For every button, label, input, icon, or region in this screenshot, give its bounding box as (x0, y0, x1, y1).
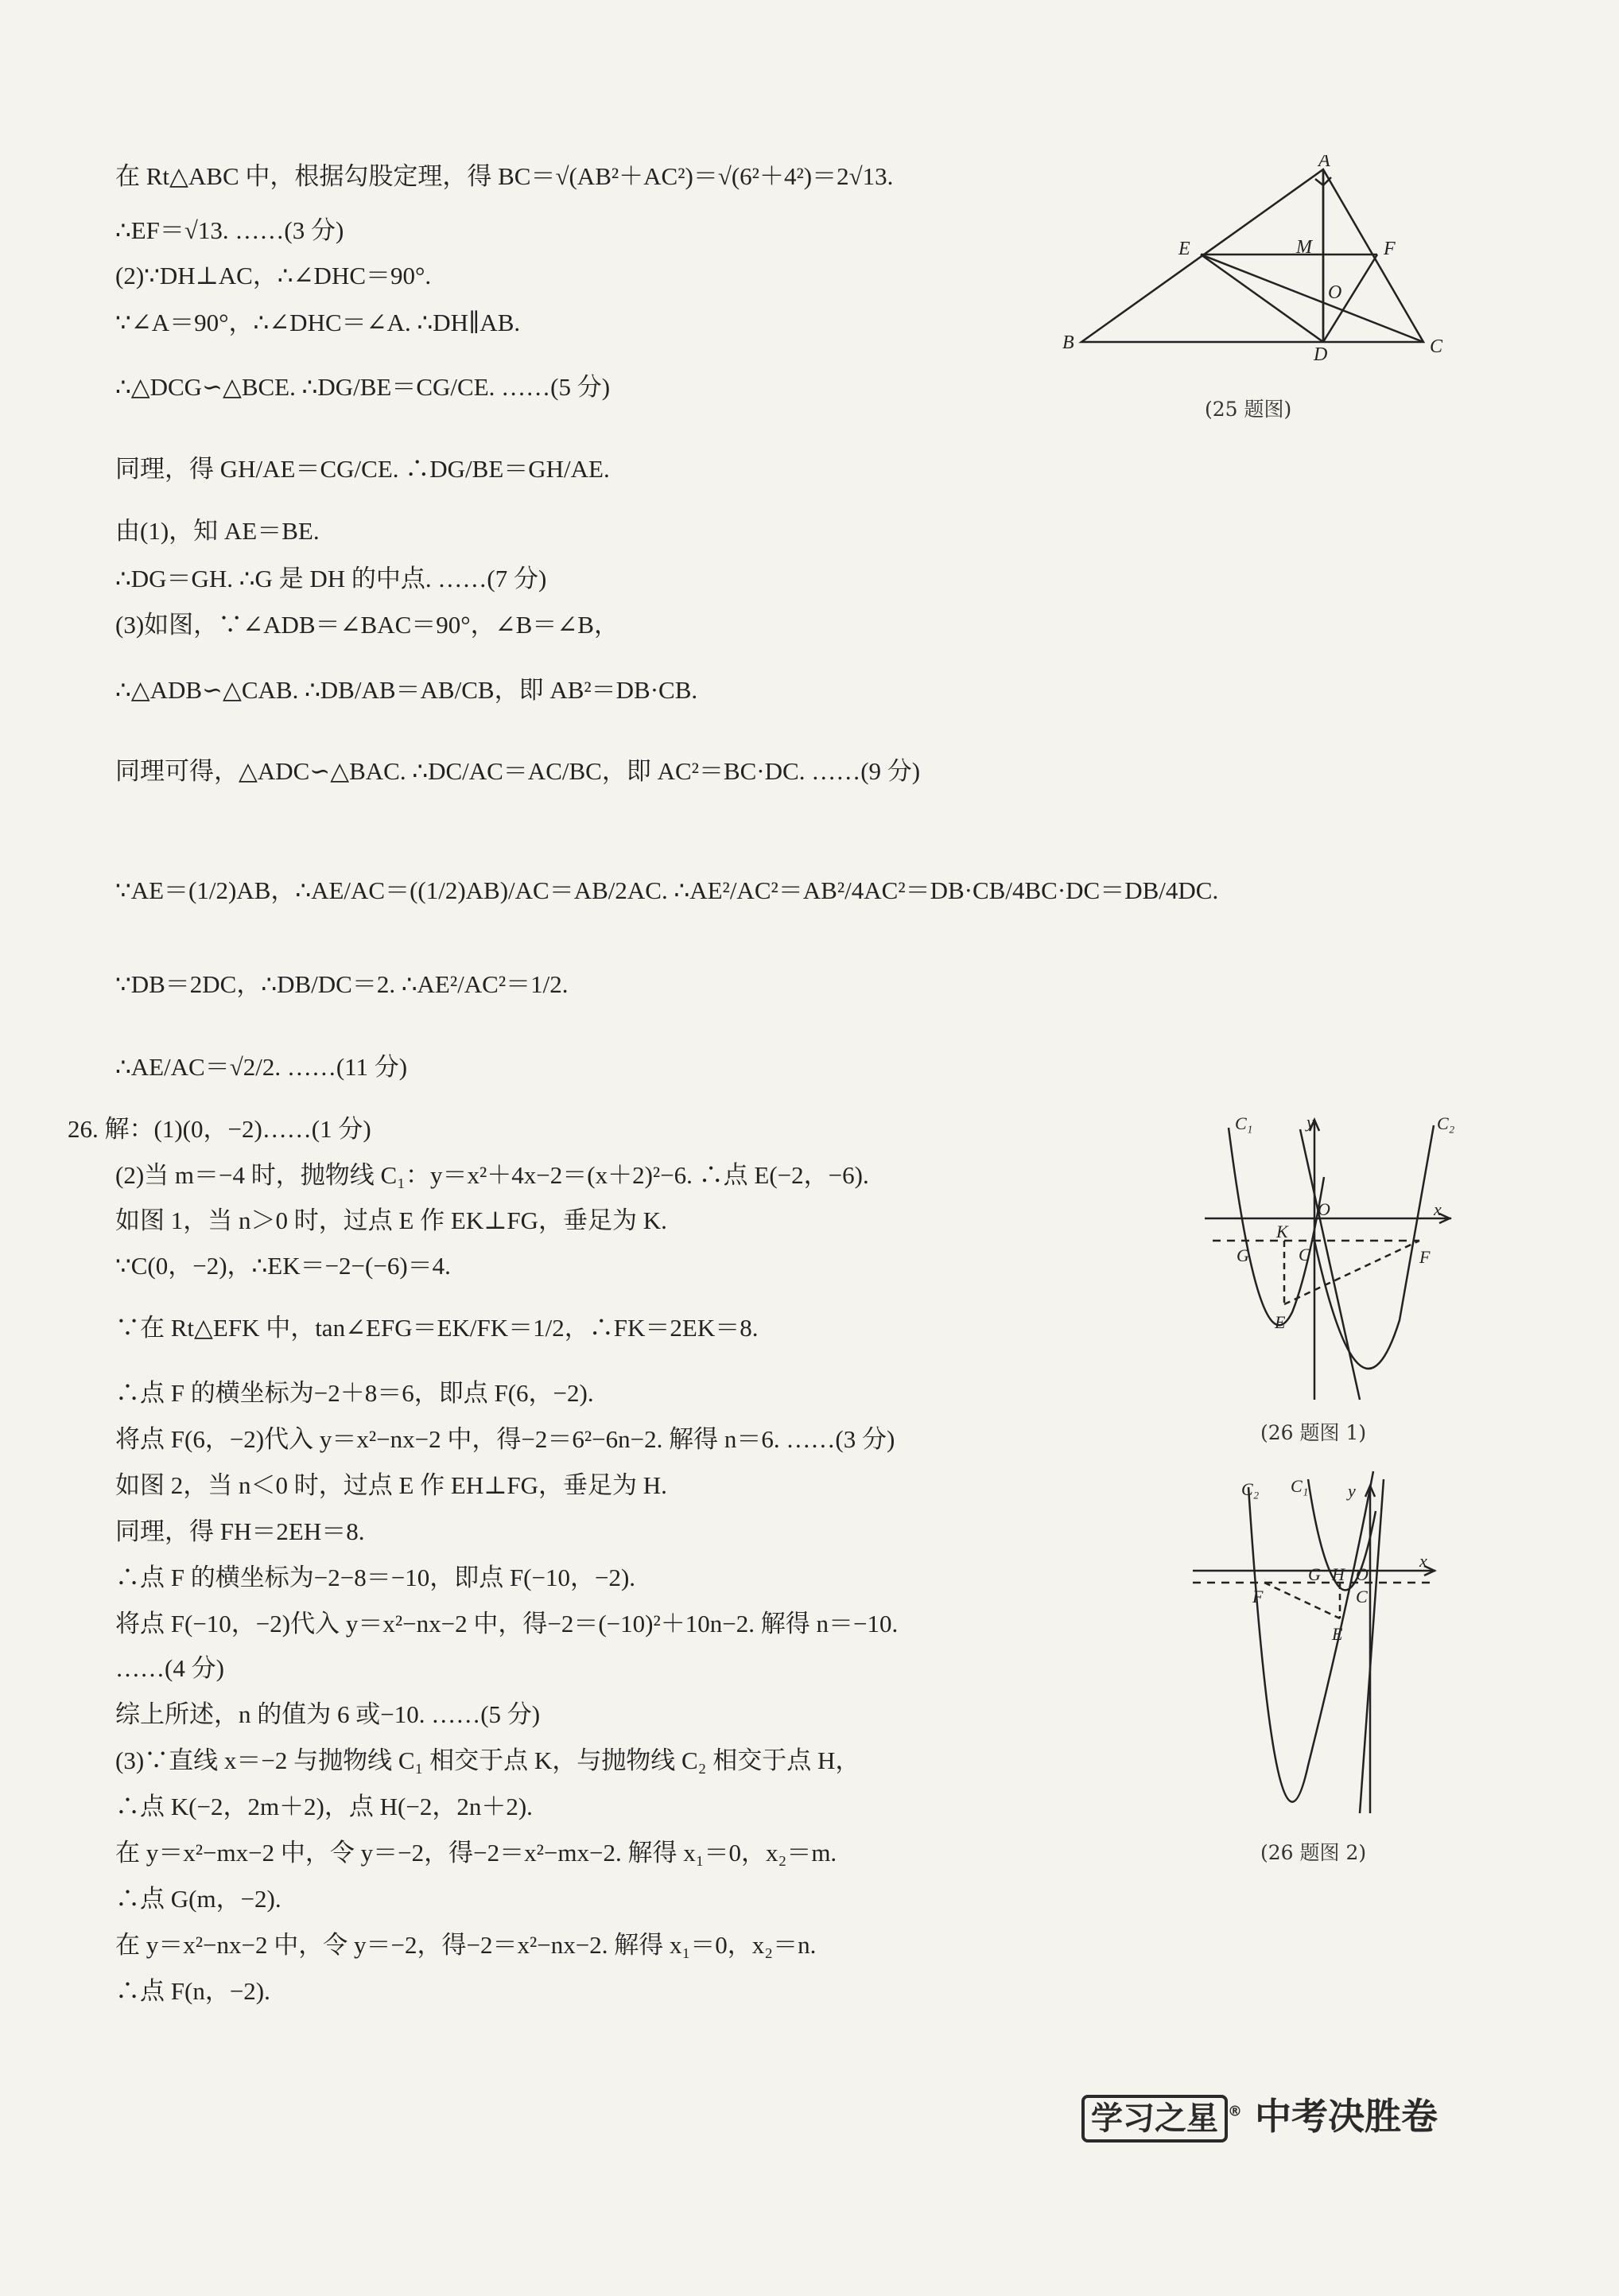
text-line-15: 26. 解：(1)(0，−2)……(1 分) (68, 1115, 371, 1143)
text-line-3: (2)∵DH⊥AC，∴∠DHC＝90°. (115, 262, 432, 289)
fig25-label-F: F (1384, 239, 1396, 259)
fig26-2-label-y: y (1348, 1481, 1356, 1501)
fig25-label-O: O (1328, 282, 1342, 303)
text-line-8: ∴DG＝GH. ∴G 是 DH 的中点. ……(7 分) (115, 565, 547, 592)
text-line-27: 综上所述，n 的值为 6 或−10. ……(5 分) (115, 1700, 541, 1728)
text-line-28: (3)∵直线 x＝−2 与抛物线 C₁ 相交于点 K，与抛物线 C₂ 相交于点 H， (115, 1746, 860, 1774)
fig26-2-label-F: F (1252, 1587, 1264, 1606)
text-line-14: ∴AE/AC＝√2/2. ……(11 分) (115, 1053, 408, 1081)
fig26-2-caption: (26 题图 2) (1260, 1841, 1367, 1864)
fig26-2-label-C2: C₂ (1241, 1479, 1260, 1499)
fig26-1-label-O: O (1318, 1199, 1330, 1219)
fig26-1-label-F: F (1419, 1247, 1431, 1267)
text-line-26: ……(4 分) (115, 1654, 224, 1682)
text-line-19: ∵在 Rt△EFK 中，tan∠EFG＝EK/FK＝1/2，∴FK＝2EK＝8. (115, 1314, 759, 1342)
figure-25-triangle (1058, 155, 1471, 362)
fig26-1-label-E: E (1275, 1312, 1286, 1332)
text-line-29: ∴点 K(−2，2m＋2)，点 H(−2，2n＋2). (115, 1793, 533, 1820)
fig26-1-label-C2: C₂ (1437, 1113, 1455, 1133)
figure-26-1-parabolas (1197, 1113, 1467, 1408)
text-line-10: ∴△ADB∽△CAB. ∴DB/AB＝AB/CB，即 AB²＝DB·CB. (115, 676, 698, 704)
fig25-label-D: D (1314, 344, 1328, 362)
fig26-1-label-C: C (1299, 1245, 1310, 1265)
series-title: 中考决胜卷 (1255, 2095, 1438, 2138)
text-line-12: ∵AE＝(1/2)AB，∴AE/AC＝((1/2)AB)/AC＝AB/2AC. ∴AE²/AC²＝AB²/4AC²＝DB·CB/4BC·DC＝DB/4DC. (115, 876, 1219, 904)
fig25-label-A: A (1318, 155, 1330, 171)
fig26-1-label-x: x (1434, 1199, 1442, 1219)
text-line-20: ∴点 F 的横坐标为−2＋8＝6，即点 F(6，−2). (115, 1379, 594, 1407)
registered-mark: ® (1228, 2103, 1242, 2120)
fig26-2-label-G: G (1308, 1564, 1321, 1584)
text-line-9: (3)如图，∵∠ADB＝∠BAC＝90°，∠B＝∠B， (115, 611, 619, 639)
fig26-1-label-G: G (1237, 1245, 1249, 1265)
fig26-1-label-C1: C₁ (1235, 1113, 1253, 1133)
text-line-22: 如图 2，当 n＜0 时，过点 E 作 EH⊥FG，垂足为 H. (115, 1471, 667, 1499)
fig25-label-B: B (1062, 332, 1074, 353)
brand-logo: 学习之星 (1081, 2095, 1228, 2143)
footer-logo (1081, 2088, 1438, 2143)
fig26-2-label-x: x (1419, 1551, 1427, 1571)
fig26-2-label-C: C (1356, 1587, 1368, 1606)
figure-26-2-parabolas (1189, 1463, 1451, 1821)
text-line-1: 在 Rt△ABC 中，根据勾股定理，得 BC＝√(AB²＋AC²)＝√(6²＋4²)＝2√13. (115, 162, 894, 190)
fig26-1-label-K: K (1276, 1222, 1288, 1241)
text-line-31: ∴点 G(m，−2). (115, 1885, 281, 1913)
text-line-25: 将点 F(−10，−2)代入 y＝x²−nx−2 中，得−2＝(−10)²＋10n−2. 解得 n＝−10. (115, 1610, 899, 1638)
text-line-17: 如图 1，当 n＞0 时，过点 E 作 EK⊥FG，垂足为 K. (115, 1206, 667, 1234)
fig26-2-label-C1: C₁ (1291, 1476, 1309, 1496)
text-line-11: 同理可得，△ADC∽△BAC. ∴DC/AC＝AC/BC，即 AC²＝BC·DC. ……(9 分) (115, 757, 921, 785)
text-line-33: ∴点 F(n，−2). (115, 1977, 270, 2005)
fig26-1-caption: (26 题图 1) (1260, 1421, 1367, 1444)
fig25-label-E: E (1178, 239, 1190, 259)
text-line-2: ∴EF＝√13. ……(3 分) (115, 216, 344, 244)
text-line-13: ∵DB＝2DC，∴DB/DC＝2. ∴AE²/AC²＝1/2. (115, 970, 569, 998)
text-line-7: 由(1)，知 AE＝BE. (115, 517, 320, 545)
fig25-label-M: M (1296, 237, 1312, 258)
fig26-1-label-y: y (1306, 1113, 1314, 1132)
text-line-24: ∴点 F 的横坐标为−2−8＝−10，即点 F(−10，−2). (115, 1564, 636, 1591)
text-line-6: 同理，得 GH/AE＝CG/CE. ∴DG/BE＝GH/AE. (115, 455, 610, 483)
fig26-2-label-E: E (1332, 1624, 1343, 1644)
text-line-16: (2)当 m＝−4 时，抛物线 C₁：y＝x²＋4x−2＝(x＋2)²−6. ∴点 E(−2，−6). (115, 1161, 869, 1189)
fig26-2-label-H: H (1332, 1564, 1345, 1584)
fig26-2-label-O: O (1356, 1564, 1369, 1584)
text-line-5: ∴△DCG∽△BCE. ∴DG/BE＝CG/CE. ……(5 分) (115, 373, 611, 401)
text-line-21: 将点 F(6，−2)代入 y＝x²−nx−2 中，得−2＝6²−6n−2. 解得 n＝6. ……(3 分) (115, 1425, 895, 1453)
fig25-label-C: C (1430, 336, 1443, 357)
text-line-32: 在 y＝x²−nx−2 中，令 y＝−2，得−2＝x²−nx−2. 解得 x₁＝0，x₂＝n. (115, 1931, 817, 1959)
text-line-23: 同理，得 FH＝2EH＝8. (115, 1517, 365, 1545)
text-line-30: 在 y＝x²−mx−2 中，令 y＝−2，得−2＝x²−mx−2. 解得 x₁＝0，x₂＝m. (115, 1839, 837, 1867)
text-line-4: ∵∠A＝90°，∴∠DHC＝∠A. ∴DH∥AB. (115, 309, 521, 336)
text-line-18: ∵C(0，−2)，∴EK＝−2−(−6)＝4. (115, 1252, 451, 1280)
fig25-caption: (25 题图) (1205, 398, 1292, 421)
